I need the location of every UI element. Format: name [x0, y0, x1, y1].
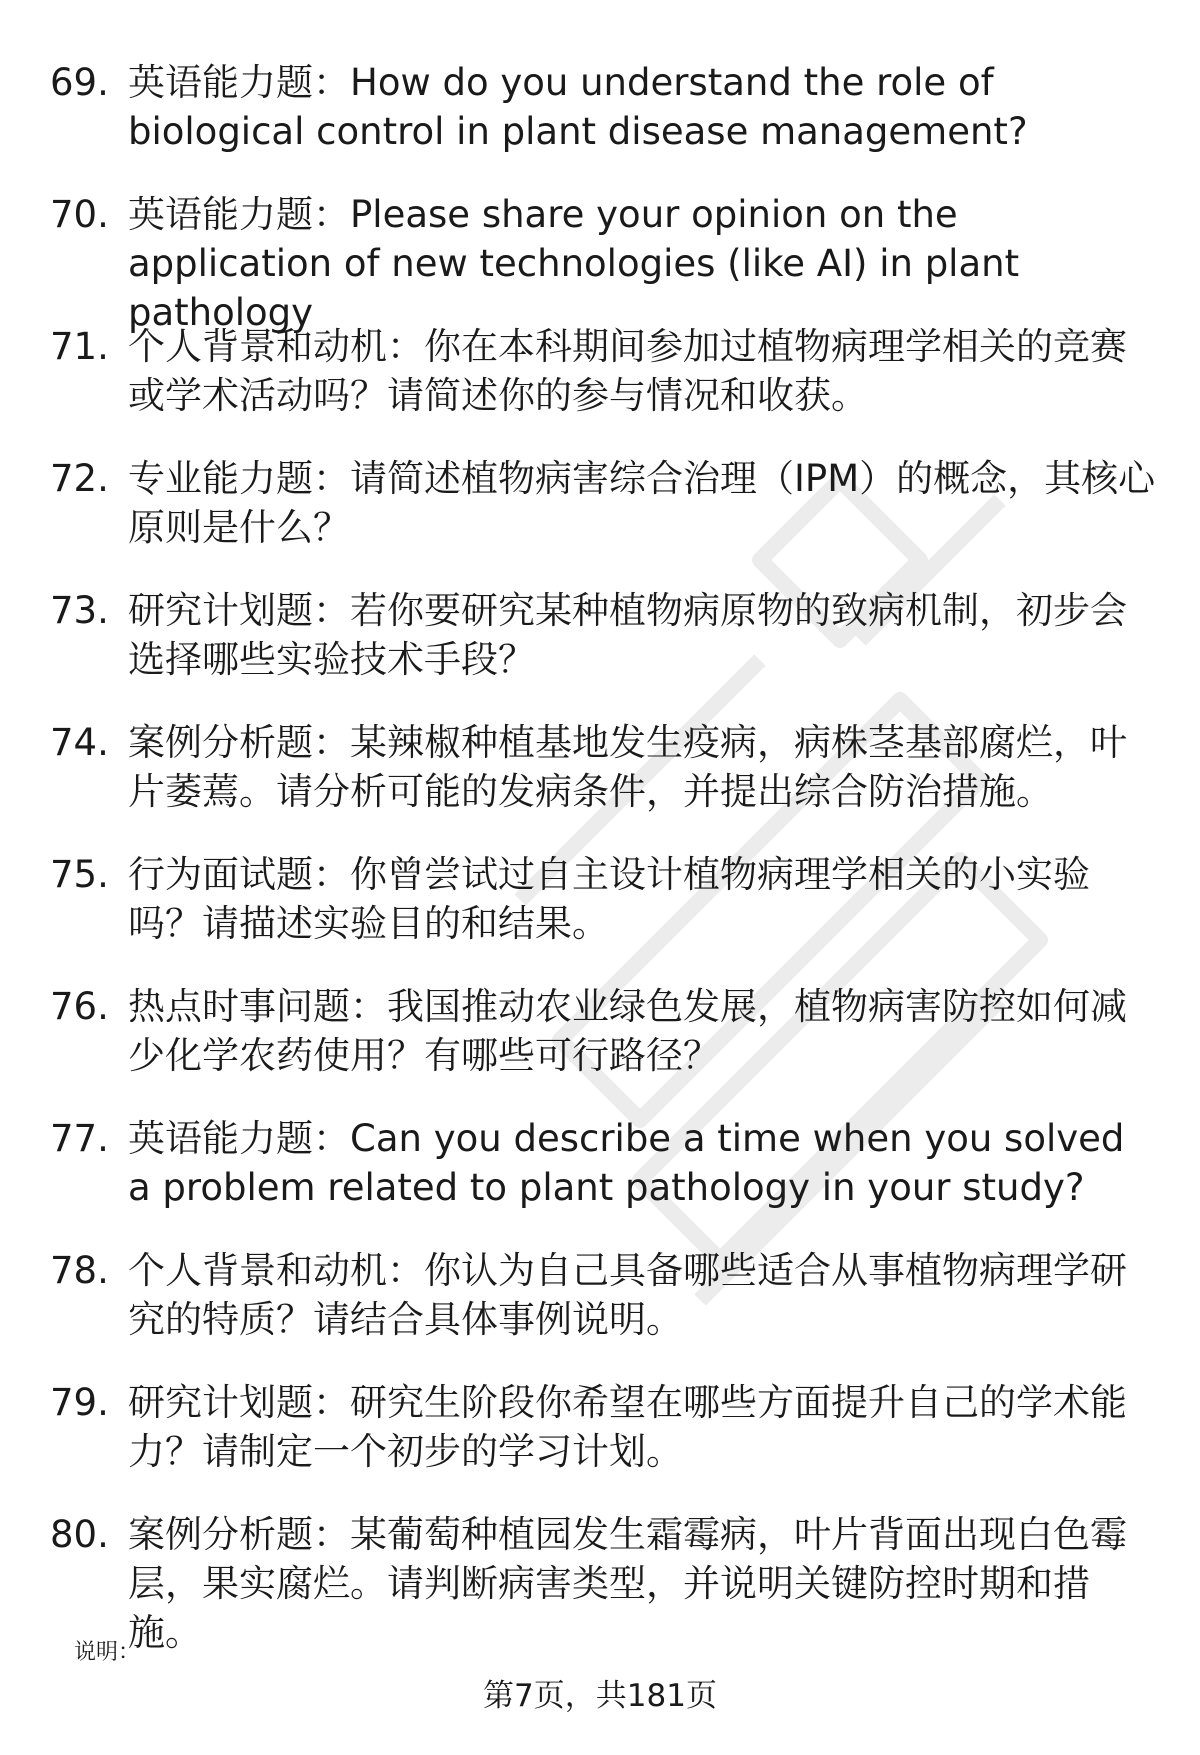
page-footer: 第7页，共181页: [483, 1678, 717, 1714]
question-number: 69.: [50, 61, 109, 104]
question-item: [0, 850, 1200, 982]
question-number: 79.: [50, 1381, 109, 1424]
question-text: 案例分析题：某辣椒种植基地发生疫病，病株茎基部腐烂，叶片萎蔫。请分析可能的发病条件，并提出综合防治措施。: [128, 721, 1127, 813]
question-item: [0, 322, 1200, 454]
question-item: [0, 718, 1200, 850]
question-number: 70.: [50, 193, 109, 236]
question-item: [0, 1114, 1200, 1246]
question-text: 行为面试题：你曾尝试过自主设计植物病理学相关的小实验吗？请描述实验目的和结果。: [128, 853, 1090, 945]
question-item: [0, 1246, 1200, 1378]
question-number: 80.: [50, 1513, 109, 1556]
question-number: 73.: [50, 589, 109, 632]
question-text: 研究计划题：若你要研究某种植物病原物的致病机制，初步会选择哪些实验技术手段？: [128, 589, 1127, 681]
question-list: [0, 58, 1200, 1654]
question-number: 78.: [50, 1249, 109, 1292]
question-item: [0, 454, 1200, 586]
question-text: 英语能力题：Can you describe a time when you solved a problem related to plant pathology in your study?: [128, 1117, 1125, 1209]
question-number: 71.: [50, 325, 109, 368]
question-item: [0, 190, 1200, 334]
question-text: 个人背景和动机：你认为自己具备哪些适合从事植物病理学研究的特质？请结合具体事例说明。: [128, 1249, 1127, 1341]
question-item: [0, 982, 1200, 1114]
question-item: [0, 1378, 1200, 1510]
question-number: 72.: [50, 457, 109, 500]
question-number: 77.: [50, 1117, 109, 1160]
question-number: 75.: [50, 853, 109, 896]
note-label: 说明：: [74, 1640, 141, 1665]
question-item: [0, 1510, 1200, 1654]
question-text: 英语能力题：How do you understand the role of biological control in plant disease management?: [128, 61, 1028, 153]
question-text: 专业能力题：请简述植物病害综合治理（IPM）的概念，其核心原则是什么？: [128, 457, 1156, 549]
question-number: 74.: [50, 721, 109, 764]
question-item: [0, 586, 1200, 718]
question-text: 英语能力题：Please share your opinion on the application of new technologies (like AI) in plant pathology: [128, 193, 1020, 334]
question-text: 热点时事问题：我国推动农业绿色发展，植物病害防控如何减少化学农药使用？有哪些可行路径？: [128, 985, 1127, 1077]
question-text: 研究计划题：研究生阶段你希望在哪些方面提升自己的学术能力？请制定一个初步的学习计划。: [128, 1381, 1127, 1473]
question-item: [0, 58, 1200, 190]
question-number: 76.: [50, 985, 109, 1028]
question-text: 个人背景和动机：你在本科期间参加过植物病理学相关的竞赛或学术活动吗？请简述你的参与情况和收获。: [128, 325, 1127, 417]
question-text: 案例分析题：某葡萄种植园发生霜霉病，叶片背面出现白色霉层，果实腐烂。请判断病害类型，并说明关键防控时期和措施。: [128, 1513, 1127, 1654]
